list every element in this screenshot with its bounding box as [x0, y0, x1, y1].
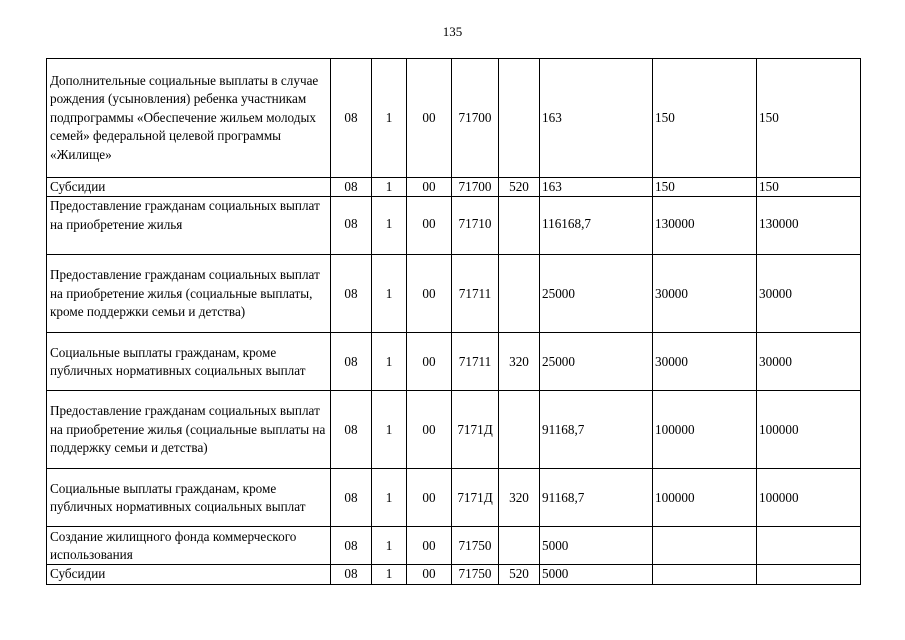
program-code: 00 [407, 469, 452, 527]
amount-year-3: 100000 [757, 469, 861, 527]
target-article-code: 7171Д [452, 469, 499, 527]
expense-type-code: 520 [499, 565, 540, 584]
amount-year-2: 150 [653, 59, 757, 178]
amount-year-3: 150 [757, 178, 861, 197]
target-article-code: 71711 [452, 333, 499, 391]
table-row [47, 527, 861, 565]
amount-year-3: 130000 [757, 197, 861, 255]
amount-year-1: 5000 [540, 527, 653, 565]
section-code: 08 [331, 178, 372, 197]
target-article-code: 7171Д [452, 391, 499, 469]
section-code: 08 [331, 565, 372, 584]
table-row [47, 391, 861, 469]
amount-year-3: 100000 [757, 391, 861, 469]
table-row [47, 255, 861, 333]
subsection-code: 1 [372, 333, 407, 391]
target-article-code: 71700 [452, 59, 499, 178]
target-article-code: 71711 [452, 255, 499, 333]
row-name: Предоставление гражданам социальных выплат на приобретение жилья (социальные выплаты, кроме поддержки семьи и детства) [47, 255, 331, 333]
program-code: 00 [407, 565, 452, 584]
amount-year-1: 91168,7 [540, 469, 653, 527]
amount-year-1: 5000 [540, 565, 653, 584]
section-code: 08 [331, 197, 372, 255]
target-article-code: 71750 [452, 527, 499, 565]
program-code: 00 [407, 59, 452, 178]
row-name: Предоставление гражданам социальных выплат на приобретение жилья [47, 197, 331, 255]
amount-year-1: 25000 [540, 333, 653, 391]
subsection-code: 1 [372, 391, 407, 469]
expense-type-code [499, 59, 540, 178]
row-name: Создание жилищного фонда коммерческого использования [47, 527, 331, 565]
section-code: 08 [331, 333, 372, 391]
table-row [47, 565, 861, 584]
row-name: Субсидии [47, 565, 331, 584]
amount-year-2 [653, 565, 757, 584]
section-code: 08 [331, 527, 372, 565]
expense-type-code [499, 197, 540, 255]
section-code: 08 [331, 255, 372, 333]
expense-type-code [499, 391, 540, 469]
subsection-code: 1 [372, 255, 407, 333]
program-code: 00 [407, 178, 452, 197]
table-row [47, 469, 861, 527]
amount-year-3: 30000 [757, 255, 861, 333]
table-row [47, 178, 861, 197]
subsection-code: 1 [372, 469, 407, 527]
target-article-code: 71750 [452, 565, 499, 584]
amount-year-2: 30000 [653, 255, 757, 333]
budget-table [46, 58, 861, 585]
amount-year-3: 150 [757, 59, 861, 178]
expense-type-code: 520 [499, 178, 540, 197]
amount-year-2 [653, 527, 757, 565]
program-code: 00 [407, 527, 452, 565]
page-number: 135 [442, 24, 463, 39]
expense-type-code: 320 [499, 333, 540, 391]
subsection-code: 1 [372, 565, 407, 584]
row-name: Субсидии [47, 178, 331, 197]
amount-year-1: 91168,7 [540, 391, 653, 469]
subsection-code: 1 [372, 197, 407, 255]
amount-year-2: 130000 [653, 197, 757, 255]
amount-year-3 [757, 527, 861, 565]
section-code: 08 [331, 391, 372, 469]
amount-year-1: 116168,7 [540, 197, 653, 255]
amount-year-2: 30000 [653, 333, 757, 391]
row-name: Дополнительные социальные выплаты в случае рождения (усыновления) ребенка участникам подпрограммы «Обеспечение жильем молодых семей» федеральной целевой программы «Жилище» [47, 59, 331, 178]
amount-year-1: 163 [540, 178, 653, 197]
amount-year-1: 25000 [540, 255, 653, 333]
program-code: 00 [407, 333, 452, 391]
amount-year-1: 163 [540, 59, 653, 178]
expense-type-code: 320 [499, 469, 540, 527]
expense-type-code [499, 255, 540, 333]
subsection-code: 1 [372, 178, 407, 197]
program-code: 00 [407, 197, 452, 255]
table-row [47, 333, 861, 391]
amount-year-2: 100000 [653, 469, 757, 527]
amount-year-3: 30000 [757, 333, 861, 391]
program-code: 00 [407, 255, 452, 333]
subsection-code: 1 [372, 59, 407, 178]
row-name: Предоставление гражданам социальных выплат на приобретение жилья (социальные выплаты на поддержку семьи и детства) [47, 391, 331, 469]
amount-year-3 [757, 565, 861, 584]
amount-year-2: 100000 [653, 391, 757, 469]
section-code: 08 [331, 59, 372, 178]
table-row [47, 59, 861, 178]
table-row [47, 197, 861, 255]
subsection-code: 1 [372, 527, 407, 565]
target-article-code: 71710 [452, 197, 499, 255]
expense-type-code [499, 527, 540, 565]
amount-year-2: 150 [653, 178, 757, 197]
row-name: Социальные выплаты гражданам, кроме публичных нормативных социальных выплат [47, 333, 331, 391]
section-code: 08 [331, 469, 372, 527]
target-article-code: 71700 [452, 178, 499, 197]
row-name: Социальные выплаты гражданам, кроме публичных нормативных социальных выплат [47, 469, 331, 527]
program-code: 00 [407, 391, 452, 469]
